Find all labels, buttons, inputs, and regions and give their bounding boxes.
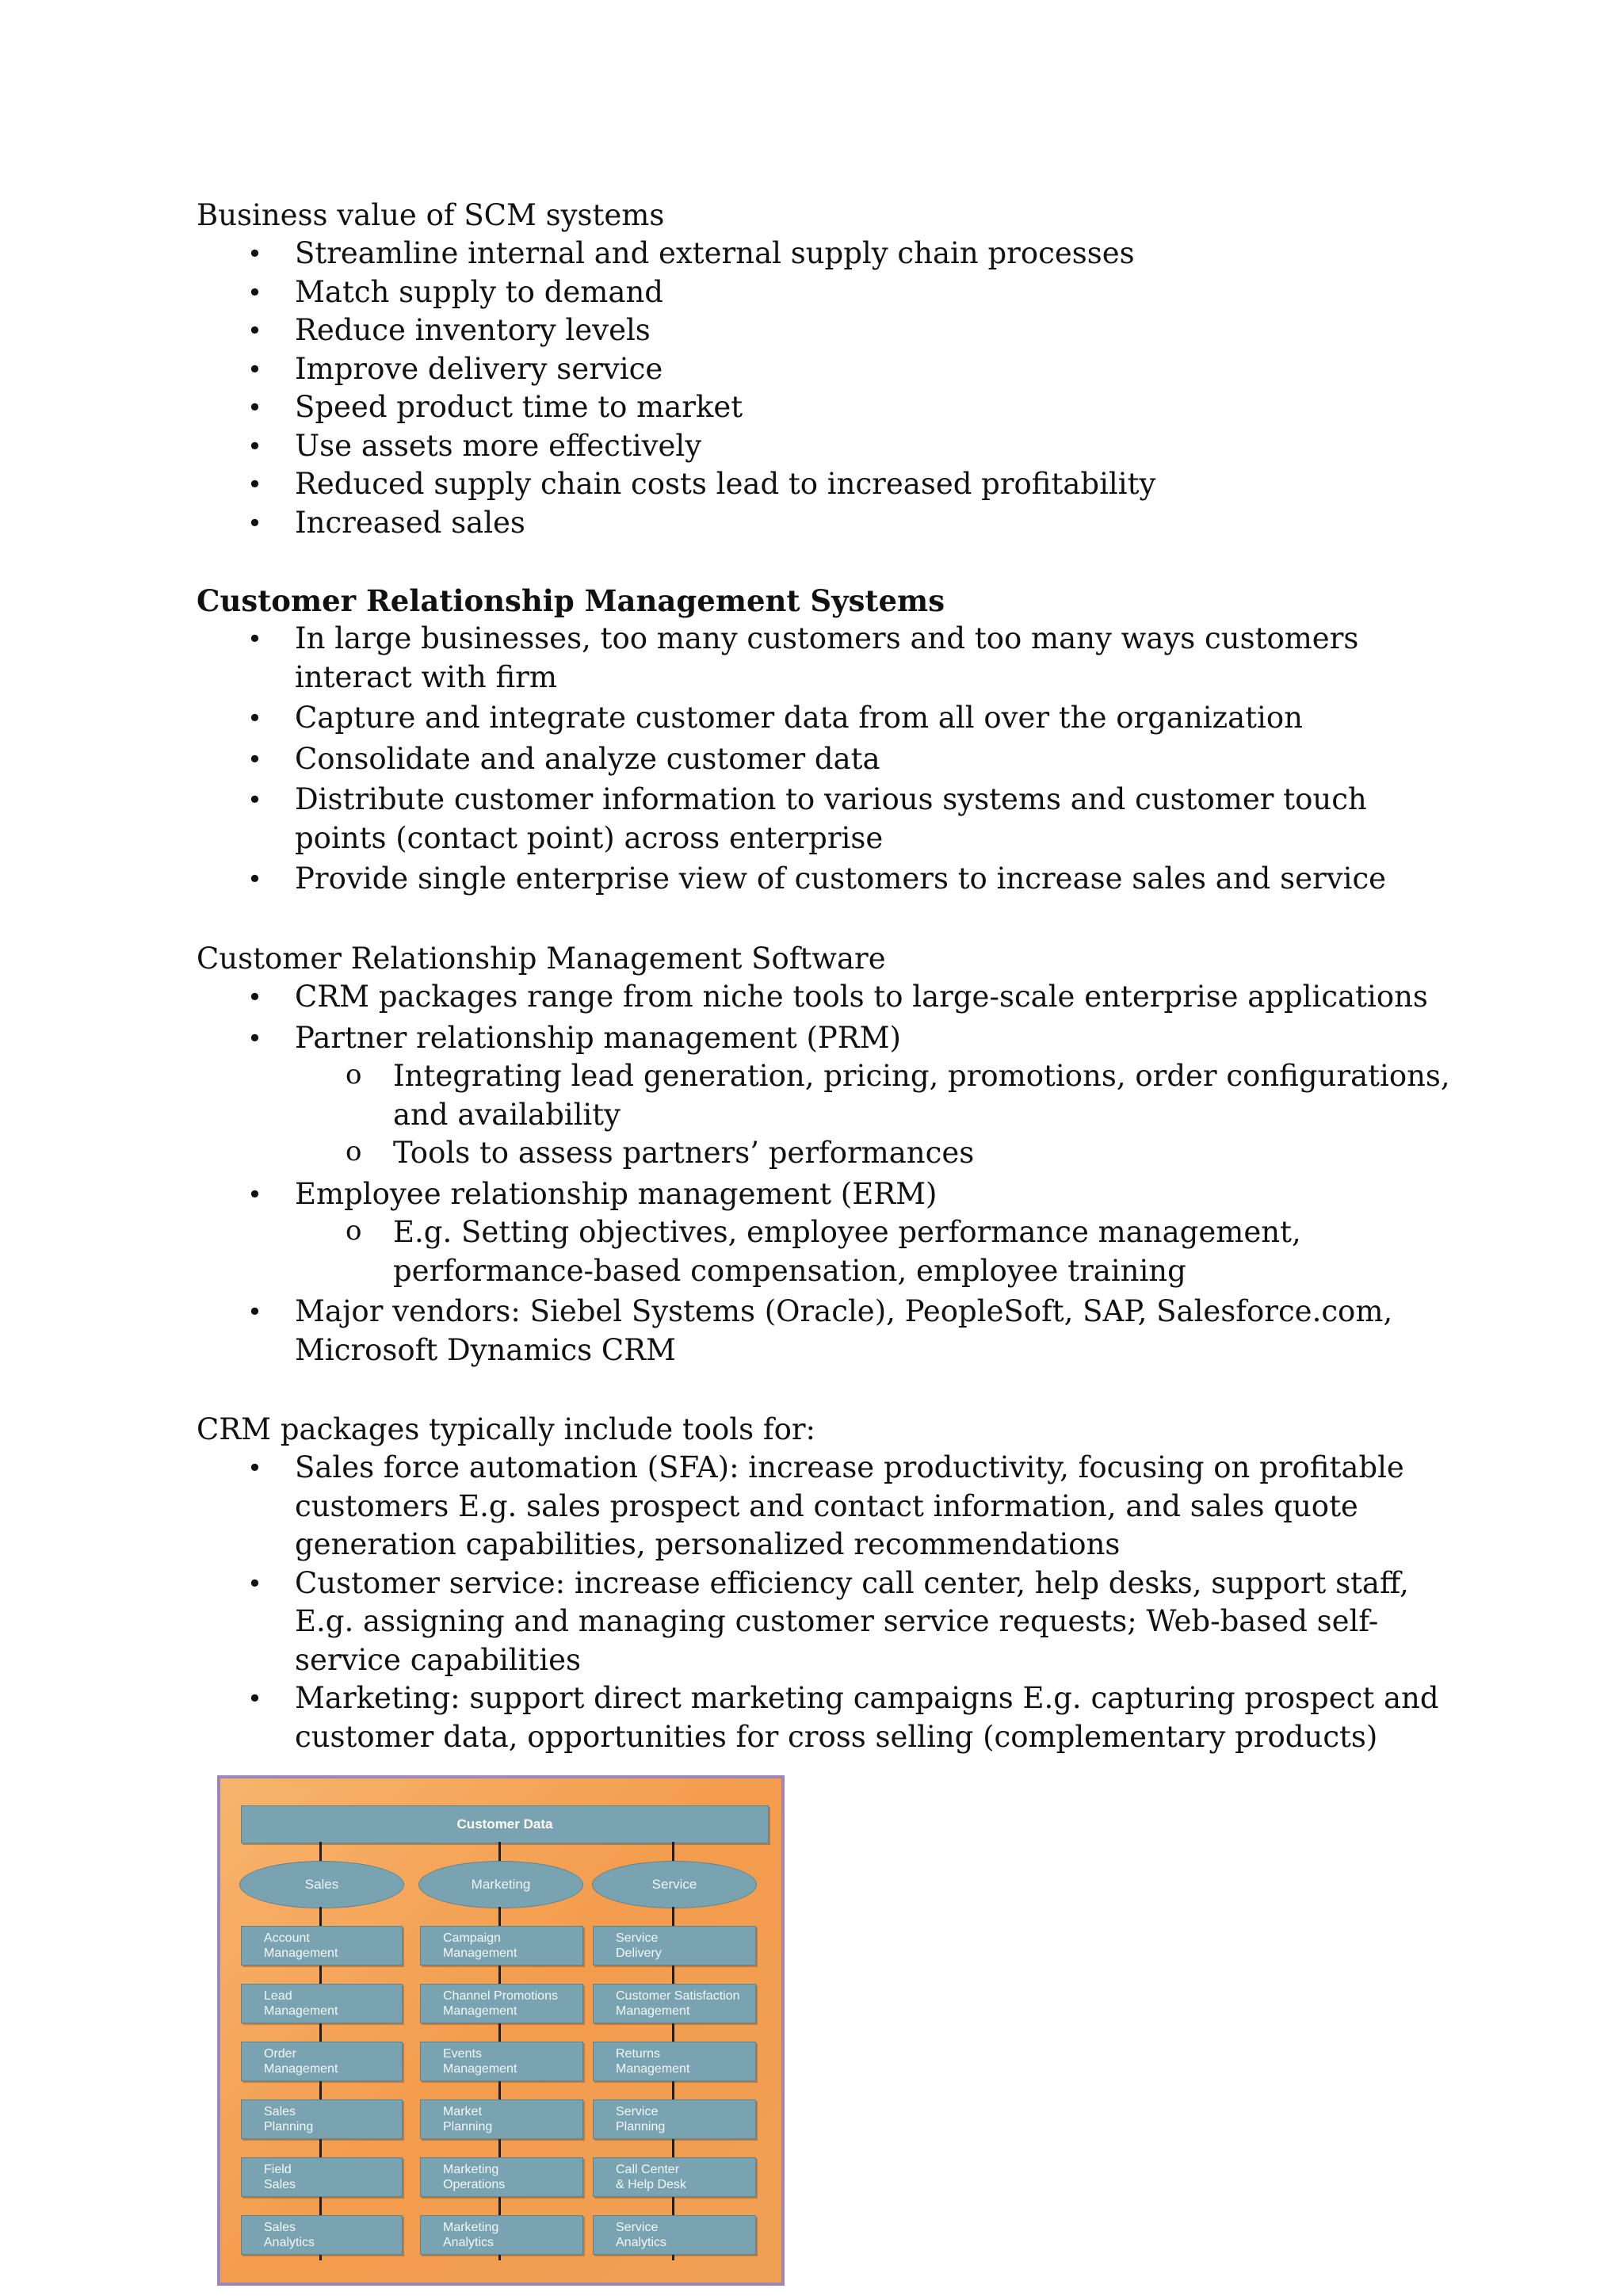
crm-software-section [197,940,1465,1372]
marketing-box: Events Management [420,2042,583,2081]
bullet-icon: • [247,982,262,1012]
crm-tools-heading: CRM packages typically include tools for: [197,1412,816,1446]
marketing-box: Channel Promotions Management [420,1984,583,2023]
crm-diagram [217,1775,785,2286]
crm-software-heading: Customer Relationship Management Software [197,942,886,976]
list-item: • Speed product time to market [197,388,1465,427]
list-item: • Distribute customer information to various systems and customer touch points (contact point) across enterprise [247,782,1367,855]
crm-tools-section [197,1411,1465,1756]
sales-box: Sales Analytics [241,2215,403,2255]
list-item: • Employee relationship management (ERM) o E.g. Setting objectives, employee performance management, performance-based compensation, employee training [197,1175,1465,1291]
sub-list-item: o Tools to assess partners’ performances [295,1134,1465,1173]
sub-list-item: o Integrating lead generation, pricing, promotions, order configurations, and availability [295,1057,1465,1134]
list-item: • Reduced supply chain costs lead to increased profitability [197,465,1465,504]
sales-box: Lead Management [241,1984,403,2023]
marketing-box: Campaign Management [420,1926,583,1966]
bullet-icon: • [247,277,262,308]
scm-section [197,197,1465,542]
marketing-oval: Marketing [418,1861,583,1908]
bullet-icon: • [247,1022,262,1053]
bullet-icon: • [247,353,262,384]
crm-software-list [197,978,1465,1370]
circle-bullet-icon: o [346,1136,362,1167]
scm-heading: Business value of SCM systems [197,198,665,232]
bullet-icon: • [247,1179,262,1209]
list-item: • Use assets more effectively [197,427,1465,466]
bullet-icon: • [247,392,262,422]
list-item: • Sales force automation (SFA): increase productivity, focusing on profitable customers E.g. sales prospect and contact information, and sales quote generation capabilities, personalized recommendations [247,1450,1404,1561]
sub-list [295,1057,1465,1173]
crm-systems-heading: Customer Relationship Management Systems [197,583,945,618]
bullet-icon: • [247,239,262,269]
service-box: Service Delivery [593,1926,756,1966]
service-box: Service Planning [593,2099,756,2139]
bullet-icon: • [247,1568,262,1599]
bullet-icon: • [247,469,262,499]
list-item: • Match supply to demand [197,273,1465,312]
sales-box: Sales Planning [241,2099,403,2139]
circle-bullet-icon: o [346,1059,362,1091]
bullet-icon: • [247,430,262,461]
list-item: • Improve delivery service [197,350,1465,389]
sales-box: Order Management [241,2042,403,2081]
list-item: • CRM packages range from niche tools to large-scale enterprise applications [197,978,1465,1017]
list-item: • Marketing: support direct marketing campaigns E.g. capturing prospect and customer data, opportunities for cross selling (complementary products) [247,1681,1439,1754]
list-item: • Streamline internal and external supply chain processes [197,235,1465,273]
sub-list [295,1213,1465,1290]
connector-line [672,1842,674,1861]
list-item: • Increased sales [197,504,1465,543]
list-item: • Provide single enterprise view of customers to increase sales and service [197,860,1465,899]
sales-oval: Sales [239,1861,404,1908]
bullet-icon: • [247,624,262,654]
connector-line [498,1842,501,1861]
list-item: • Capture and integrate customer data from all over the organization [197,699,1465,738]
bullet-icon: • [247,1453,262,1483]
crm-systems-list [197,620,1465,899]
bullet-icon: • [247,743,262,774]
scm-list [197,235,1465,542]
service-box: Customer Satisfaction Management [593,1984,756,2023]
service-box: Call Center & Help Desk [593,2157,756,2197]
service-oval: Service [592,1861,757,1908]
circle-bullet-icon: o [346,1215,362,1247]
bullet-icon: • [247,1683,262,1713]
sales-box: Account Management [241,1926,403,1966]
service-box: Returns Management [593,2042,756,2081]
bullet-icon: • [247,1297,262,1327]
sales-box: Field Sales [241,2157,403,2197]
list-item: • Customer service: increase efficiency call center, help desks, support staff, E.g. assigning and managing customer service requests; Web-based self-service capabilities [247,1565,1409,1677]
marketing-box: Marketing Operations [420,2157,583,2197]
bullet-icon: • [247,507,262,538]
connector-line [319,1842,322,1861]
customer-data-bar: Customer Data [241,1805,769,1843]
bullet-icon: • [247,864,262,894]
list-item: • In large businesses, too many customers and too many ways customers interact with firm [247,621,1359,694]
sub-list-item: o E.g. Setting objectives, employee performance management, performance-based compensation, employee training [295,1213,1465,1290]
list-item: • Consolidate and analyze customer data [197,740,1465,779]
list-item: • Reduce inventory levels [197,311,1465,350]
service-box: Service Analytics [593,2215,756,2255]
list-item: • Partner relationship management (PRM) o Integrating lead generation, pricing, promotions, order configurations, and availability o Tools to assess partners’ performances [197,1019,1465,1173]
bullet-icon: • [247,703,262,733]
marketing-box: Marketing Analytics [420,2215,583,2255]
bullet-icon: • [247,785,262,815]
marketing-box: Market Planning [420,2099,583,2139]
bullet-icon: • [247,315,262,346]
crm-systems-section [197,582,1465,901]
list-item: • Major vendors: Siebel Systems (Oracle), PeopleSoft, SAP, Salesforce.com, Microsoft Dynamics CRM [247,1294,1393,1367]
crm-tools-list [197,1449,1465,1756]
